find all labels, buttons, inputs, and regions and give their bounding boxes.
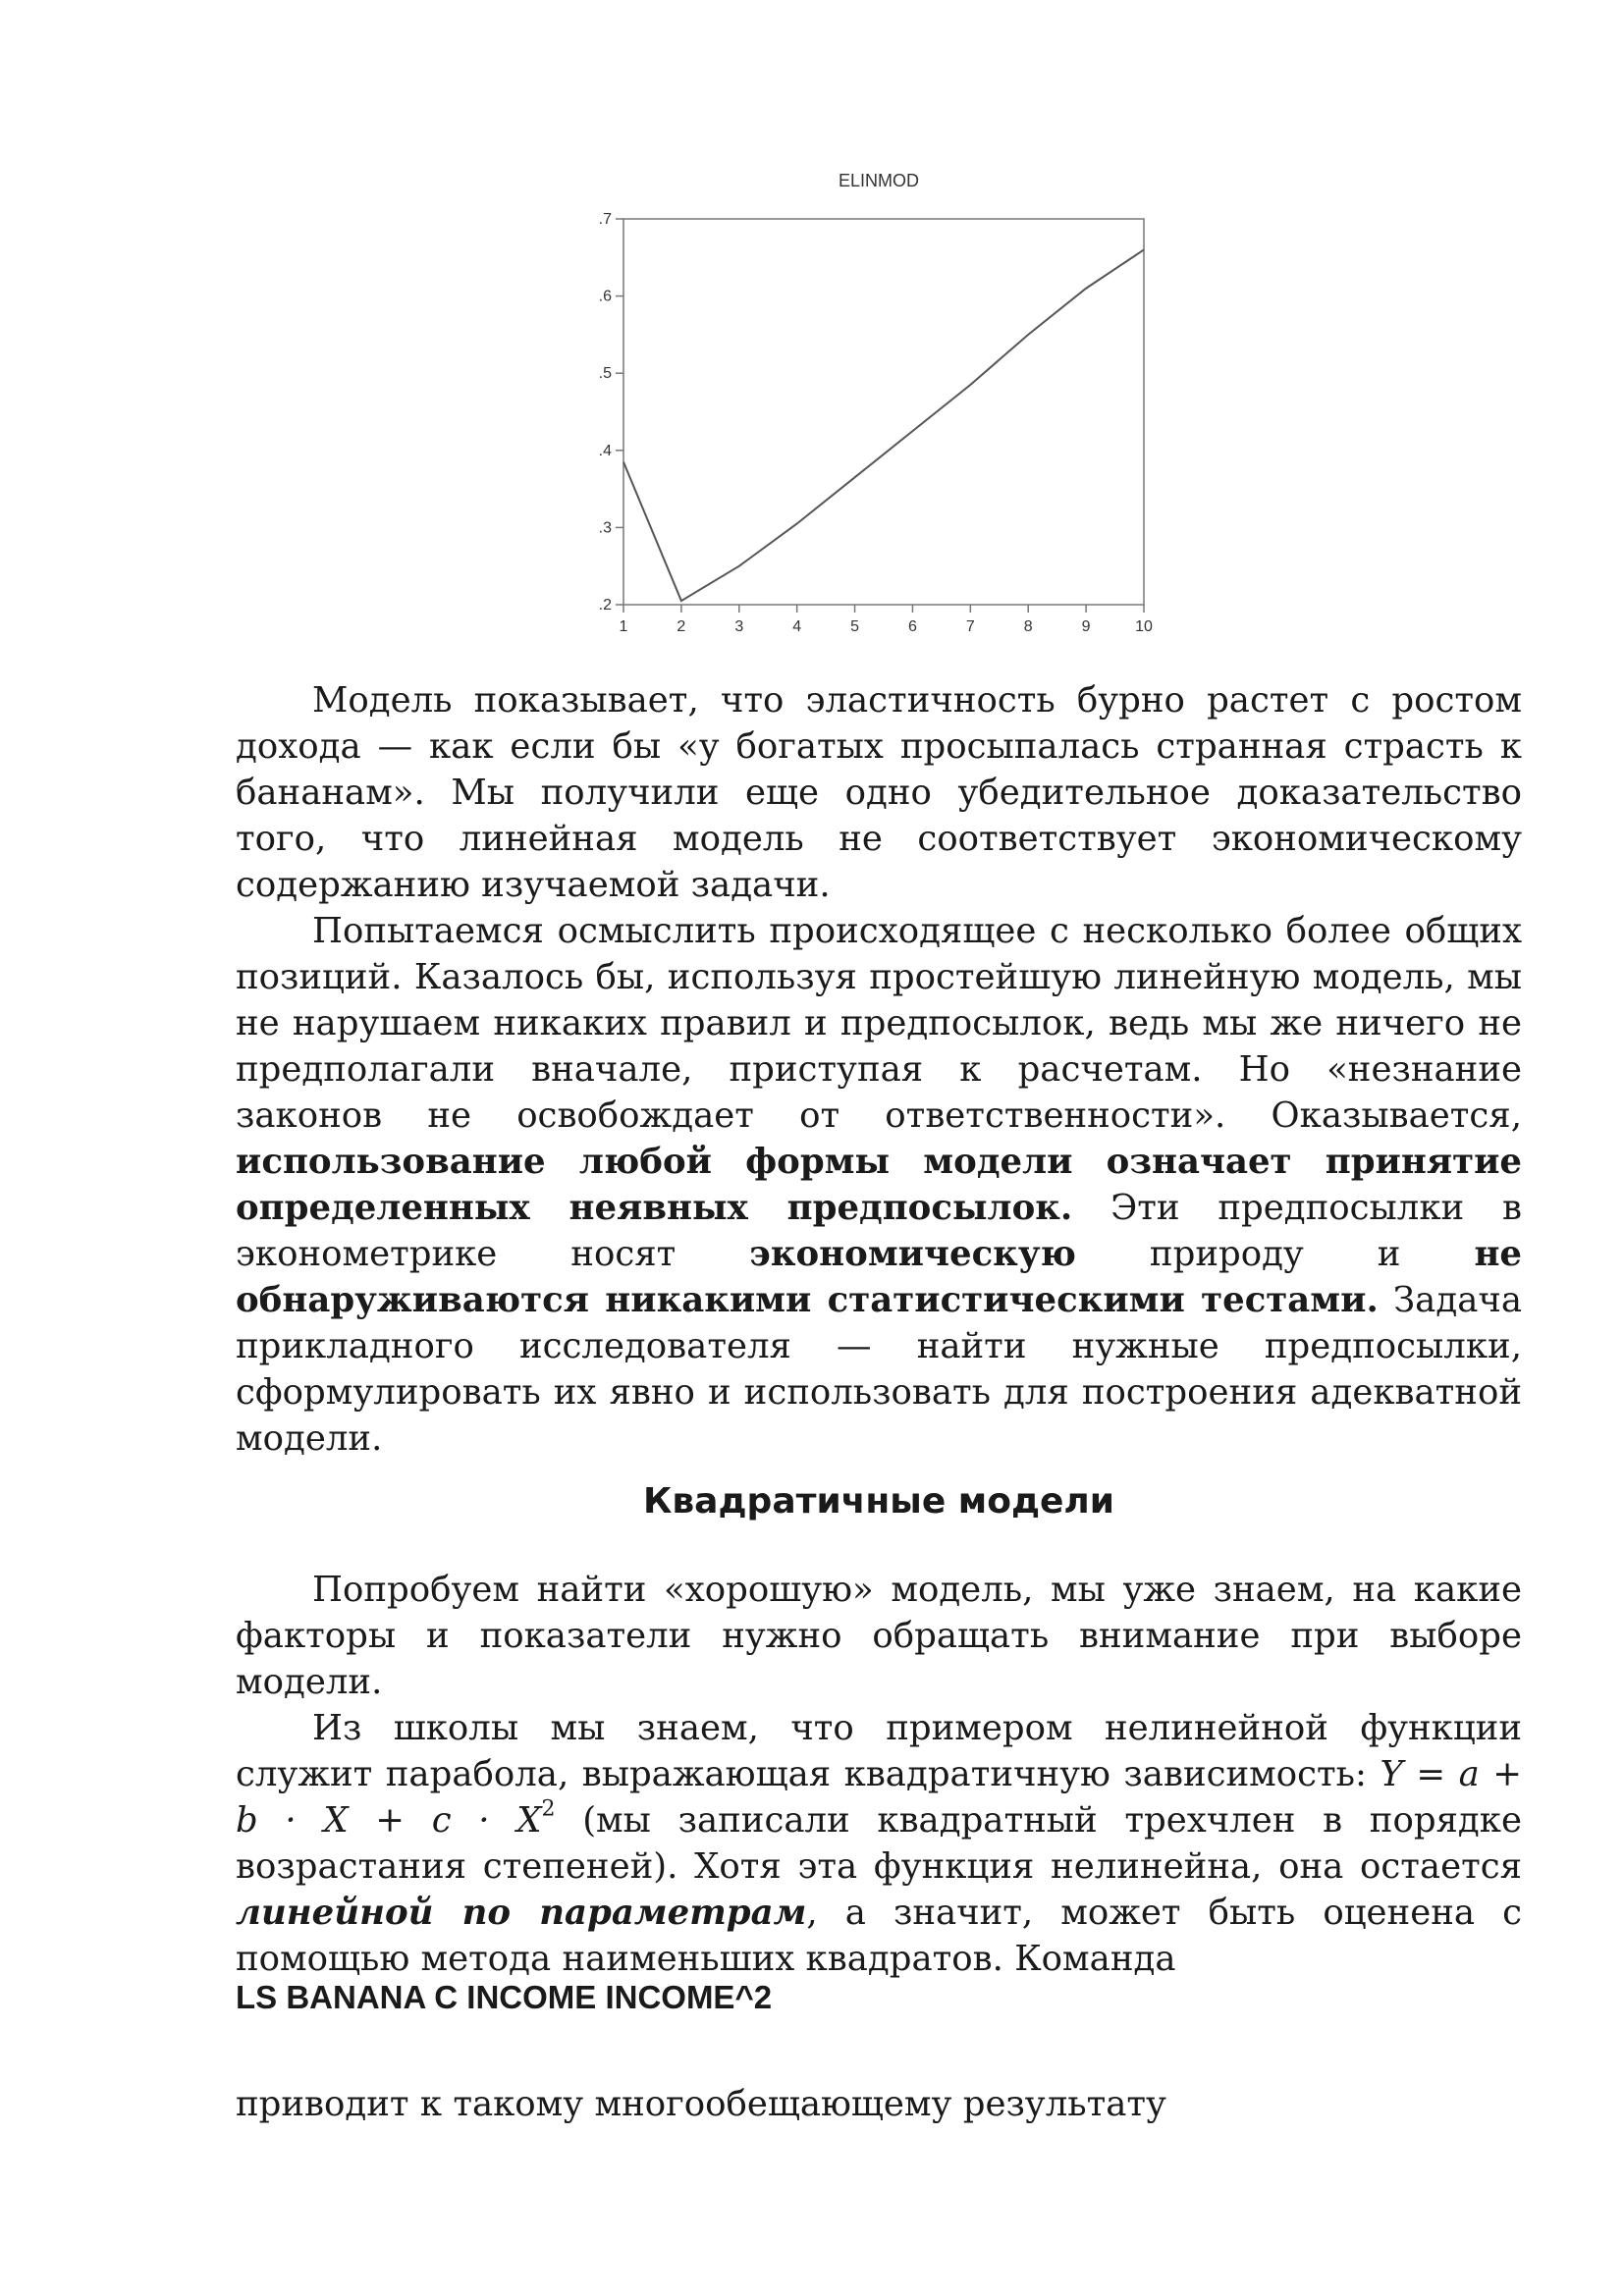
x-tick-label: 9 <box>1081 618 1091 635</box>
parabola-text-1: Из школы мы знаем, что примером нелинейной функции служит парабола, выражающая квадратичную зависимость: <box>236 1708 1522 1794</box>
x-tick-label: 5 <box>850 618 860 635</box>
y-tick-label: .5 <box>598 365 612 383</box>
chart-title: ELINMOD <box>838 171 920 190</box>
paragraph-result: приводит к такому многообещающему результату <box>236 2084 1166 2124</box>
elinmod-chart <box>550 157 1178 658</box>
series-group <box>623 249 1144 601</box>
parabola-bold-italic: линейной по параметрам <box>236 1893 807 1933</box>
assumptions-bold-2: экономическую <box>749 1234 1076 1274</box>
y-tick-label: .4 <box>598 442 612 459</box>
chart-svg <box>550 157 1178 658</box>
assumptions-bold-3: не обнаруживаются никакими статистическими тестами. <box>236 1234 1523 1320</box>
x-tick-label: 6 <box>907 618 917 635</box>
text-block-2 <box>236 1567 1522 1982</box>
plot-frame <box>623 219 1144 605</box>
parabola-text-3: , а значит, может быть оценена с помощью метода наименьших квадратов. Команда <box>236 1893 1522 1979</box>
assumptions-text-2: Эти предпосылки в эконометрике носят <box>236 1188 1522 1274</box>
x-tick-label: 2 <box>677 618 686 635</box>
x-tick-label: 3 <box>734 618 744 635</box>
paragraph-parabola <box>236 1705 1522 1982</box>
parabola-text-2: (мы записали квадратный трехчлен в порядке возрастания степеней). Хотя эта функция нелинейна, она остается <box>236 1800 1522 1887</box>
command-line: LS BANANA C INCOME INCOME^2 <box>236 1979 773 2015</box>
text-block-1 <box>236 677 1522 1462</box>
section-heading: Квадратичные модели <box>642 1481 1115 1522</box>
assumptions-text-3: природу и <box>1075 1234 1475 1274</box>
x-tick-label: 7 <box>965 618 975 635</box>
y-axis <box>599 211 623 614</box>
x-tick-label: 10 <box>1135 618 1153 635</box>
paragraph-elasticity: Модель показывает, что эластичность бурно растет с ростом дохода — как если бы «у богатых просыпалась странная страсть к бананам». Мы получили еще одно убедительное доказательство того, что линейная модель не соответствует экономическому содержанию изучаемой задачи. <box>236 680 1522 905</box>
x-tick-label: 1 <box>619 618 628 635</box>
assumptions-text-1: Попытаемся осмыслить происходящее с несколько более общих позиций. Казалось бы, используя простейшую линейную модель, мы не нарушаем никаких правил и предпосылок, ведь мы же ничего не предполагали вначале, приступая к расчетам. Но «незнание законов не освобождает от ответственности». Оказывается, <box>236 911 1522 1136</box>
assumptions-bold-1: использование любой формы модели означает принятие определенных неявных предпосылок. <box>236 1142 1522 1228</box>
y-tick-label: .6 <box>598 288 612 305</box>
x-tick-label: 4 <box>792 618 802 635</box>
y-tick-label: .3 <box>598 519 612 537</box>
y-tick-label: .2 <box>598 597 612 614</box>
paragraph-assumptions <box>236 908 1522 1462</box>
formula-exponent: 2 <box>541 1796 556 1822</box>
assumptions-text-4: Задача прикладного исследователя — найти нужные предпосылки, сформулировать их явно и использовать для построения адекватной модели. <box>236 1280 1522 1459</box>
paragraph-good-model: Попробуем найти «хорошую» модель, мы уже знаем, на какие факторы и показатели нужно обращать внимание при выборе модели. <box>236 1570 1522 1702</box>
formula-body: Y = a + b · X + c · X <box>236 1754 1522 1841</box>
series-line <box>623 249 1144 601</box>
x-tick-label: 8 <box>1023 618 1033 635</box>
y-tick-label: .7 <box>598 211 612 228</box>
x-axis <box>620 605 1153 635</box>
